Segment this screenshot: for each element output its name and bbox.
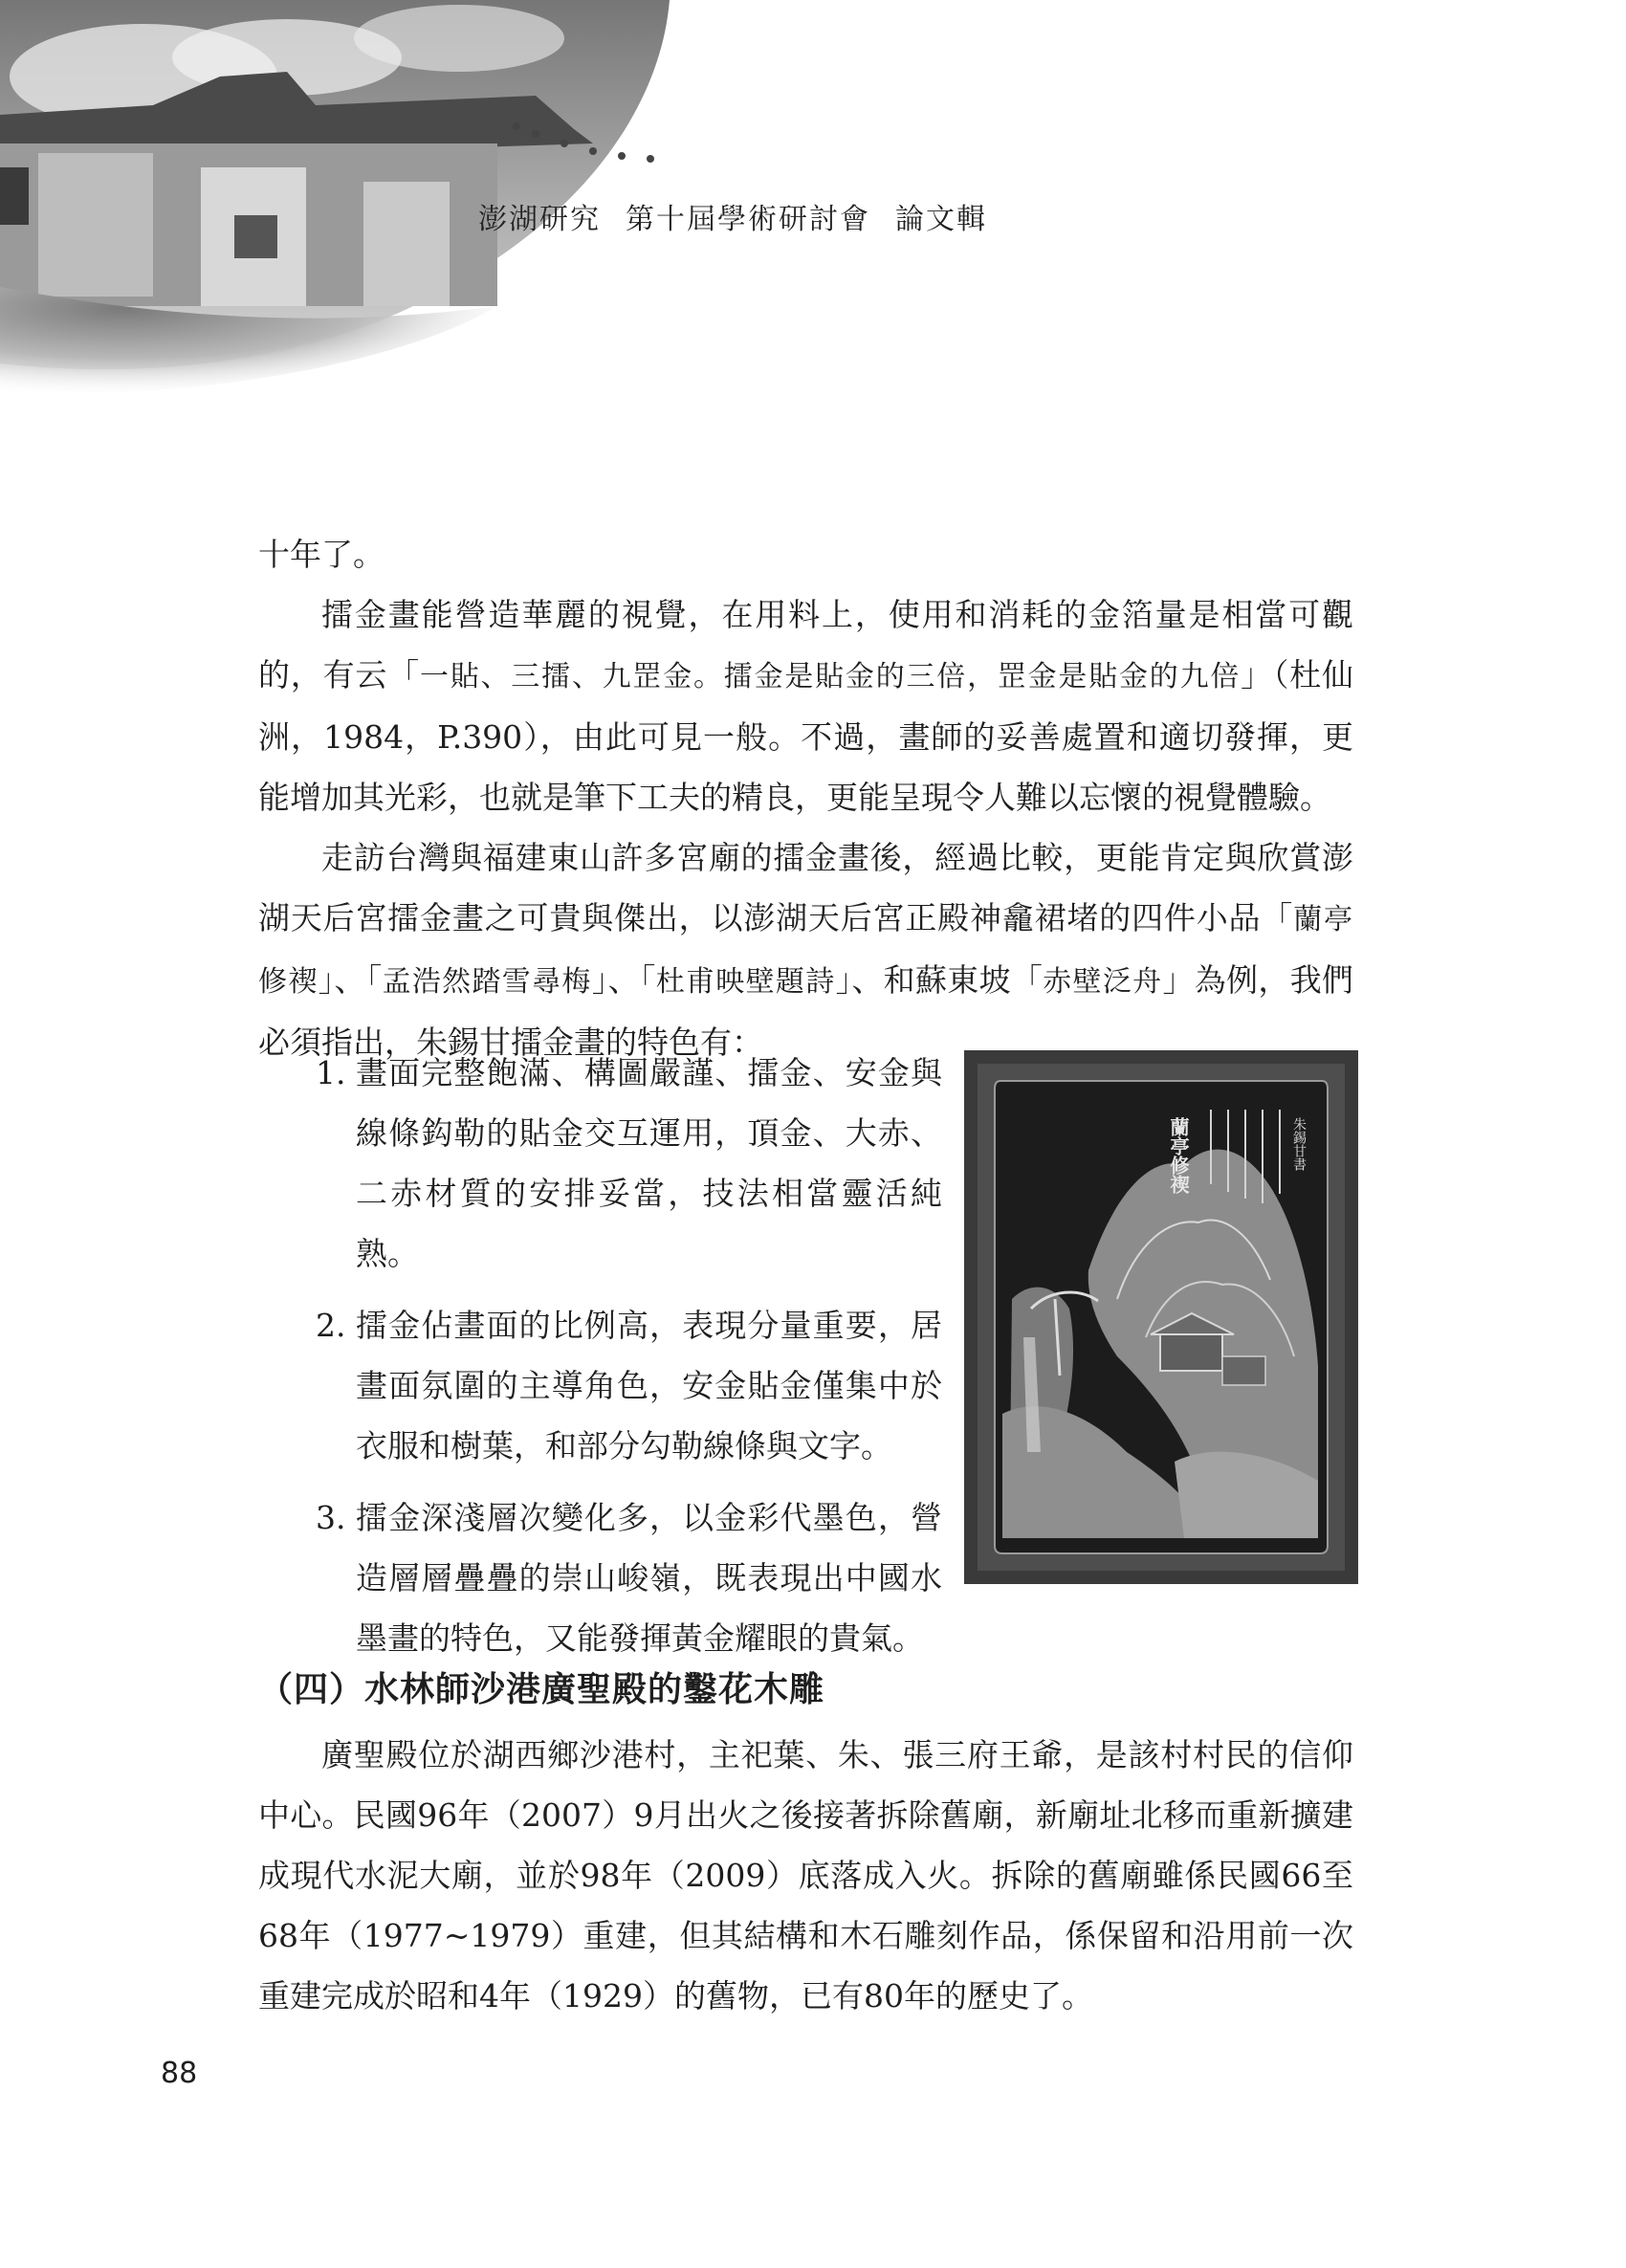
paragraph-3-title-2: 孟浩然踏雪尋梅 [382, 965, 592, 999]
paragraph-3-text-a: 走訪台灣與福建東山許多宮廟的擂金畫後，經過比較，更能肯定與欣賞澎湖天后宮擂金畫之可貴與傑出，以澎湖天后宮正殿神龕裙堵的四件小品「 [258, 839, 1353, 936]
section-paragraph: 廣聖殿位於湖西鄉沙港村，主祀葉、朱、張三府王爺，是該村村民的信仰中心。民國96年（2007）9月出火之後接著拆除舊廟，新廟址北移而重新擴建成現代水泥大廟，並於98年（2009）底落成入火。拆除的舊廟雖係民國66至68年（1977~1979）重建，但其結構和木石雕刻作品，係保留和沿用前一次重建完成於昭和4年（1929）的舊物，已有80年的歷史了。 [258, 1736, 1353, 2015]
header-journal: 澎湖研究 [478, 203, 601, 236]
paragraph-3-text-d: 」、和蘇東坡「 [835, 961, 1044, 999]
paragraph-3-title-1: 蘭亭修禊 [258, 903, 1354, 999]
paragraph-2 [258, 584, 1353, 827]
list-item-text: 畫面完整飽滿、構圖嚴謹、擂金、安金與線條鈎勒的貼金交互運用，頂金、大赤、二赤材質的安排妥當，技法相當靈活純熟。 [356, 1054, 942, 1272]
list-item-number: 1. [316, 1054, 346, 1091]
paragraph-3-text-b: 」、「 [318, 961, 383, 999]
paragraph-2-text-a: 擂金畫能營造華麗的視覺，在用料上，使用和消耗的金箔量是相當可觀的，有云「 [258, 596, 1353, 694]
feature-list [316, 1043, 942, 1680]
list-item-number: 3. [316, 1499, 346, 1536]
painting-photo [964, 1050, 1358, 1584]
svg-text:朱錫甘書: 朱錫甘書 [1291, 1117, 1307, 1171]
header-collection: 論文輯 [895, 203, 987, 236]
header-conference: 第十屆學術研討會 [626, 203, 870, 236]
paragraph-3-text-e: 」為例，我們必須指出，朱錫甘擂金畫的特色有： [258, 961, 1354, 1061]
list-item [316, 1295, 942, 1476]
painting-title: 蘭亭修禊 [1167, 1117, 1190, 1194]
body-text-lower [258, 1725, 1353, 2026]
paragraph-3-text-c: 」、「 [591, 961, 656, 999]
list-item-number: 2. [316, 1307, 346, 1344]
paragraph-3-title-4: 赤壁泛舟 [1043, 965, 1163, 999]
list-item [316, 1043, 942, 1284]
paragraph-3-title-3: 杜甫映壁題詩 [655, 965, 836, 999]
list-item-text: 擂金佔畫面的比例高，表現分量重要，居畫面氛圍的主導角色，安金貼金僅集中於衣服和樹葉，和部分勾勒線條與文字。 [356, 1307, 942, 1464]
paragraph-2-quote: 一貼、三擂、九罡金。擂金是貼金的三倍，罡金是貼金的九倍 [419, 660, 1241, 694]
page-number: 88 [161, 2057, 198, 2090]
paragraph-3 [258, 827, 1353, 1072]
body-text-upper [258, 524, 1353, 1072]
list-item [316, 1487, 942, 1668]
running-header [478, 195, 1012, 237]
section-heading: （四）水林師沙港廣聖殿的鑿花木雕 [258, 1669, 825, 1709]
paragraph-2-text-b: 」（杜仙洲，1984，P.390），由此可見一般。不過，畫師的妥善處置和適切發揮，更能增加其光彩，也就是筆下工夫的精良，更能呈現令人難以忘懷的視覺體驗。 [258, 656, 1354, 816]
paragraph-1: 十年了。 [258, 536, 385, 573]
list-item-text: 擂金深淺層次變化多，以金彩代墨色，營造層層疊疊的崇山峻嶺，既表現出中國水墨畫的特色，又能發揮黃金耀眼的貴氣。 [356, 1499, 942, 1657]
